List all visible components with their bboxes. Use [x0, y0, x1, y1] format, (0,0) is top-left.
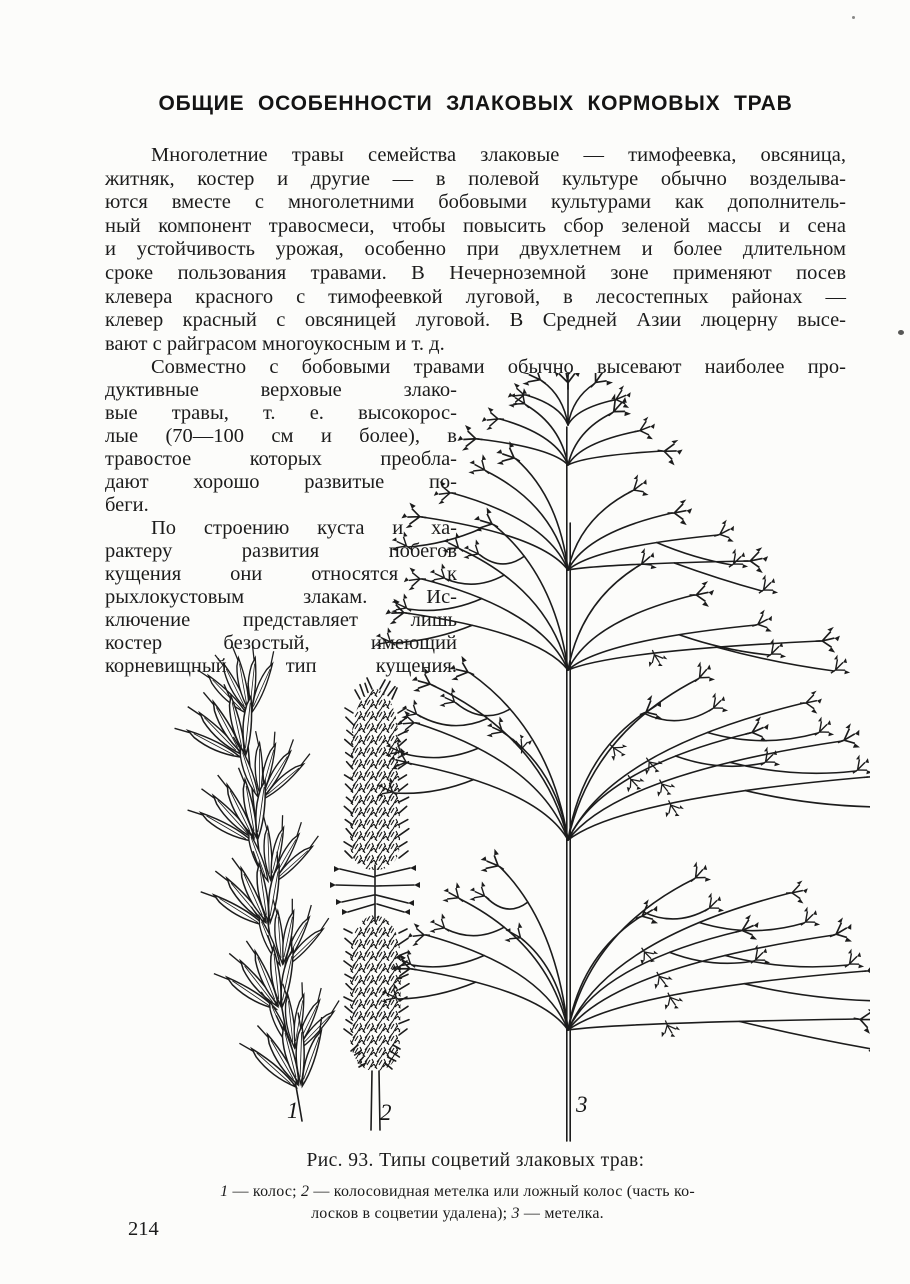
text-line: дуктивные верховые злако- — [105, 379, 457, 401]
text-line: беги. — [105, 494, 149, 516]
text-line: клевер красный с овсяницей луговой. В Средней Азии люцерну высе- — [105, 309, 846, 332]
caption-line — [185, 1181, 730, 1203]
text-line: клевера красного с тимофеевкой луговой, в лесостепных районах — — [105, 285, 846, 308]
figure-caption-title: Рис. 93. Типы соцветий злаковых трав: — [306, 1150, 645, 1171]
caption-text: — метелка. — [519, 1204, 604, 1222]
figure-label-2: 2 — [380, 1100, 392, 1125]
caption-text: — колос; — [228, 1183, 301, 1200]
page-title: ОБЩИЕ ОСОБЕННОСТИ ЗЛАКОВЫХ КОРМОВЫХ ТРАВ — [158, 92, 793, 115]
caption-line — [185, 1203, 730, 1225]
figure-label-1: 1 — [287, 1098, 299, 1123]
figure-caption-detail — [185, 1181, 730, 1224]
caption-num: 2 — [301, 1183, 310, 1200]
text-line: дают хорошо развитые по- — [105, 471, 457, 493]
text-line: и устойчивость урожая, особенно при двухлетнем и более длительном — [105, 238, 846, 261]
caption-num: 3 — [511, 1204, 520, 1222]
caption-text: лосков в соцветии удалена); — [311, 1204, 512, 1222]
text-line: По строению куста и ха- — [151, 517, 457, 539]
scan-speck — [898, 330, 904, 335]
text-line: корневищный тип кущения. — [105, 655, 457, 677]
text-line: рактеру развития побегов — [105, 540, 457, 562]
text-line: житняк, костер и другие — в полевой культуре обычно возделыва- — [105, 167, 846, 190]
text-line: ются вместе с многолетними бобовыми культурами как дополнитель- — [105, 191, 846, 214]
scan-speck — [852, 16, 855, 19]
page-number: 214 — [128, 1218, 159, 1240]
text-line: ключение представляет лишь — [105, 609, 457, 631]
caption-num: 1 — [220, 1183, 229, 1200]
text-line: вые травы, т. е. высокорос- — [105, 402, 457, 424]
text-line: ный компонент травосмеси, чтобы повысить сбор зеленой массы и сена — [105, 214, 846, 237]
paragraph-1 — [105, 144, 846, 380]
text-line: Совместно с бобовыми травами обычно высевают наиболее про- — [151, 356, 846, 379]
caption-text: — колосовидная метелка или ложный колос (часть ко- — [309, 1183, 695, 1200]
text-line: Многолетние травы семейства злаковые — тимофеевка, овсяница, — [151, 144, 846, 166]
text-line: костер безостый, имеющий — [105, 632, 457, 654]
text-line: рыхлокустовым злакам. Ис- — [105, 586, 457, 608]
wrapped-column — [105, 379, 457, 678]
figure-label-3: 3 — [576, 1092, 588, 1117]
text-line: лые (70—100 см и более), в — [105, 425, 457, 447]
text-line: сроке пользования травами. В Нечерноземной зоне применяют посев — [105, 261, 846, 284]
text-line: травостое которых преобла- — [105, 448, 457, 470]
text-line: кущения они относятся к — [105, 563, 457, 585]
text-line: вают с райграсом многоукосным и т. д. — [105, 332, 445, 355]
